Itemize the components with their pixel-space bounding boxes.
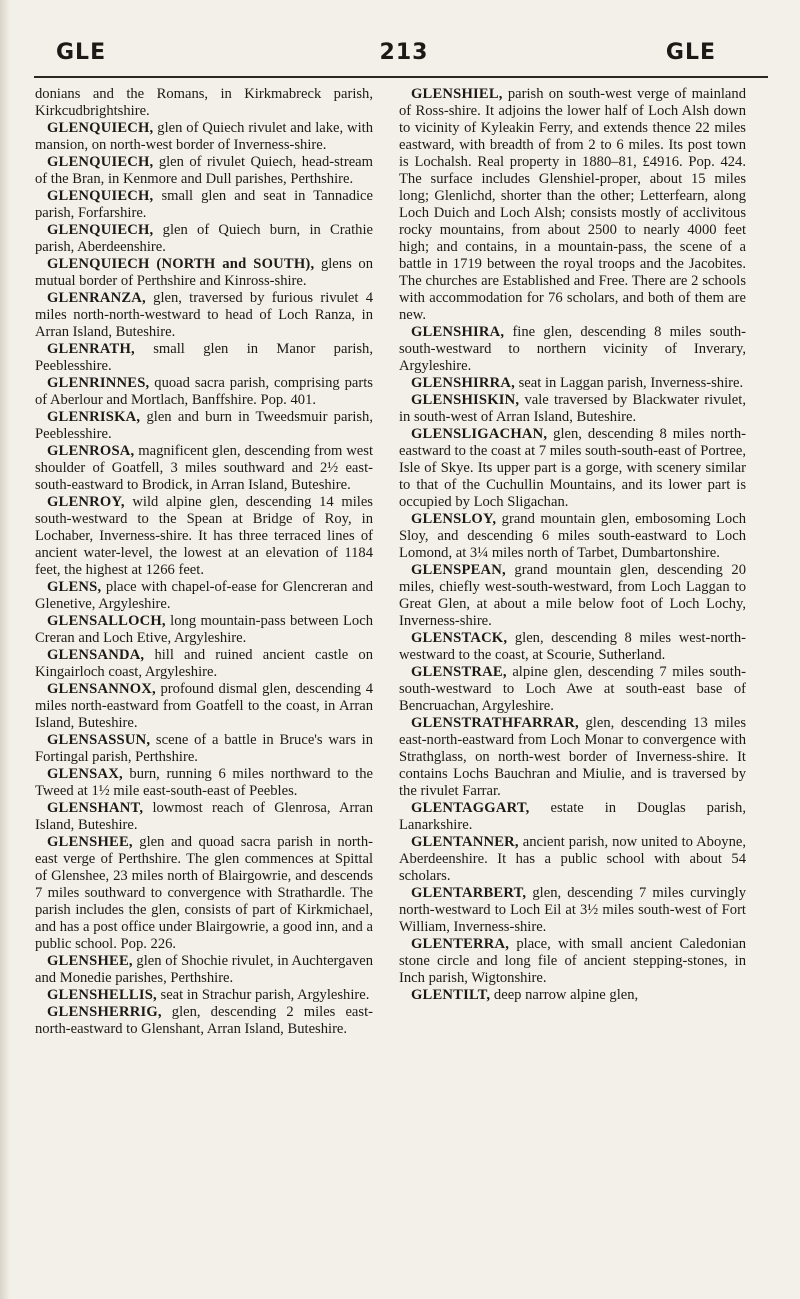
entry-text: vale traversed by Blackwater rivulet, in south-west of Arran Island, Buteshire. <box>399 392 746 425</box>
entry-text: quoad sacra parish, comprising parts of Aberlour and Mortlach, Banffshire. Pop. 401. <box>35 375 373 408</box>
gazetteer-entry <box>35 732 373 766</box>
gazetteer-entry <box>399 936 746 987</box>
gazetteer-entry <box>399 987 746 1004</box>
entry-text: glen, descending 13 miles east-north-eastward from Loch Monar to convergence with Strathglass, on north-west border of Inverness-shire. It contains Lochs Bauchran and Miulie, and is traversed by the rivulet Farrar. <box>399 715 746 799</box>
gazetteer-entry <box>35 256 373 290</box>
entry-headword: GLENQUIECH, <box>47 154 154 170</box>
running-header <box>38 40 770 76</box>
entry-headword: GLENSHIRRA, <box>411 375 515 391</box>
entry-headword: GLENSHEE, <box>47 834 133 850</box>
entry-headword: GLENSTRAE, <box>411 664 507 680</box>
entry-headword: GLENTANNER, <box>411 834 519 850</box>
entry-text: glen, traversed by furious rivulet 4 miles north-north-westward to head of Loch Ranza, in Arran Island, Buteshire. <box>35 290 373 340</box>
entry-headword: GLENSLOY, <box>411 511 497 527</box>
left-column <box>35 86 373 1038</box>
entry-text: grand mountain glen, descending 20 miles, chiefly west-south-westward, from Loch Laggan to Great Glen, at about a mile below foot of Loch Lochy, Inverness-shire. <box>399 562 746 629</box>
gazetteer-entry <box>35 953 373 987</box>
entry-text: glen of Quiech burn, in Crathie parish, Aberdeenshire. <box>35 222 373 255</box>
gazetteer-entry <box>399 86 746 324</box>
entry-text: alpine glen, descending 7 miles south-south-westward to Loch Awe at south-east base of Bencruachan, Argyleshire. <box>399 664 746 714</box>
entry-text: fine glen, descending 8 miles south-south-westward to northern vicinity of Inverary, Argyleshire. <box>399 324 746 374</box>
entry-headword: GLENQUIECH, <box>47 188 154 204</box>
entry-text: scene of a battle in Bruce's wars in Fortingal parish, Perthshire. <box>35 732 373 765</box>
entry-headword: GLENSANDA, <box>47 647 145 663</box>
entry-headword: GLENSALLOCH, <box>47 613 166 629</box>
entry-headword: GLENSHELLIS, <box>47 987 157 1003</box>
entry-text: place, with small ancient Caledonian stone circle and long file of ancient stepping-stones, in Inch parish, Wigtonshire. <box>399 936 746 986</box>
gazetteer-entry <box>35 154 373 188</box>
entry-headword: GLENSHANT, <box>47 800 144 816</box>
gazetteer-entry <box>399 800 746 834</box>
gazetteer-entry <box>35 86 373 120</box>
gazetteer-entry <box>35 188 373 222</box>
header-left-guide-word: GLE <box>56 40 107 65</box>
entry-headword: GLENTILT, <box>411 987 491 1003</box>
entry-headword: GLENSHEE, <box>47 953 133 969</box>
gazetteer-entry <box>399 885 746 936</box>
gazetteer-entry <box>399 715 746 800</box>
entry-headword: GLENQUIECH (NORTH and SOUTH), <box>47 256 315 272</box>
entry-headword: GLENSHISKIN, <box>411 392 520 408</box>
gazetteer-entry <box>399 511 746 562</box>
entry-headword: GLENSTRATHFARRAR, <box>411 715 579 731</box>
entry-headword: GLENRANZA, <box>47 290 146 306</box>
entry-text: profound dismal glen, descending 4 miles north-eastward from Goatfell to the coast, in Arran Island, Buteshire. <box>35 681 373 731</box>
entry-headword: GLENSAX, <box>47 766 123 782</box>
page-spine-shadow <box>0 0 10 1299</box>
entry-text: grand mountain glen, embosoming Loch Sloy, and descending 6 miles south-eastward to Loch Lomond, at 3¼ miles north of Tarbet, Dumbartonshire. <box>399 511 746 561</box>
gazetteer-entry <box>35 494 373 579</box>
gazetteer-entry <box>35 1004 373 1038</box>
gazetteer-entry <box>35 834 373 953</box>
entry-headword: GLENSPEAN, <box>411 562 506 578</box>
entry-text: magnificent glen, descending from west shoulder of Goatfell, 3 miles southward and 2½ east-south-eastward to Brodick, in Arran Island, Buteshire. <box>35 443 373 493</box>
entry-headword: GLENQUIECH, <box>47 120 154 136</box>
entry-text: glen of Shochie rivulet, in Auchtergaven and Monedie parishes, Perthshire. <box>35 953 373 986</box>
entry-text: long mountain-pass between Loch Creran and Loch Etive, Argyleshire. <box>35 613 373 646</box>
entry-headword: GLENSANNOX, <box>47 681 156 697</box>
entry-text: donians and the Romans, in Kirkmabreck parish, Kirkcudbrightshire. <box>35 86 373 119</box>
entry-text: glen and quoad sacra parish in north-east verge of Perthshire. The glen commences at Spittal of Glenshee, 23 miles north of Blairgowrie, and descends 7 miles southward to convergence with Strathardle. The parish includes the glen, consists of part of Kirkmichael, and has a post office under Blairgowrie, a good inn, and a public school. Pop. 226. <box>35 834 373 952</box>
gazetteer-entry <box>35 341 373 375</box>
gazetteer-entry <box>35 290 373 341</box>
entry-headword: GLENTAGGART, <box>411 800 530 816</box>
gazetteer-entry <box>399 664 746 715</box>
entry-headword: GLENSHIEL, <box>411 86 503 102</box>
gazetteer-entry <box>399 392 746 426</box>
gazetteer-entry <box>35 222 373 256</box>
entry-text: ancient parish, now united to Aboyne, Aberdeenshire. It has a public school with about 54 scholars. <box>399 834 746 884</box>
entry-text: seat in Strachur parish, Argyleshire. <box>156 987 370 1003</box>
gazetteer-entry <box>35 766 373 800</box>
entry-headword: GLENSASSUN, <box>47 732 151 748</box>
gazetteer-entry <box>399 834 746 885</box>
entry-text: glen, descending 8 miles north-eastward to the coast at 7 miles south-south-east of Portree, Isle of Skye. Its upper part is a gorge, with scenery similar to that of the Cuchullin Mountains, and its lower part is occupied by Loch Sligachan. <box>399 426 746 510</box>
entry-text: estate in Douglas parish, Lanarkshire. <box>399 800 746 833</box>
gazetteer-entry <box>35 579 373 613</box>
entry-headword: GLENRATH, <box>47 341 135 357</box>
gazetteer-entry <box>35 120 373 154</box>
entry-text: place with chapel-of-ease for Glencreran and Glenetive, Argyleshire. <box>35 579 373 612</box>
gazetteer-entry <box>399 426 746 511</box>
header-rule <box>34 76 768 78</box>
entry-text: lowmost reach of Glenrosa, Arran Island, Buteshire. <box>35 800 373 833</box>
gazetteer-entry <box>35 375 373 409</box>
gazetteer-entry <box>399 630 746 664</box>
entry-text: parish on south-west verge of mainland of Ross-shire. It adjoins the lower half of Loch Alsh down to vicinity of Kyleakin Ferry, and extends thence 22 miles eastward, with breadth of from 2 to 6 miles. Its post town is Lochalsh. Real property in 1880–81, £4916. Pop. 424. The surface includes Glenshiel-proper, about 15 miles long; Glenlichd, shorter than the other; Letterfearn, along Loch Duich and Loch Alsh; consists mostly of acclivitous rocky mountains, from about 2500 to nearly 4000 feet high; and contains, in a mountain-pass, the scene of a battle in 1719 between the royal troops and the Jacobites. The churches are Established and Free. There are 2 schools with accommodation for 76 scholars, and both of them are new. <box>399 86 746 323</box>
entry-headword: GLENTERRA, <box>411 936 510 952</box>
entry-headword: GLENQUIECH, <box>47 222 154 238</box>
gazetteer-entry <box>35 681 373 732</box>
entry-text: wild alpine glen, descending 14 miles south-westward to the Spean at Bridge of Roy, in Lochaber, Inverness-shire. It has three terraced lines of ancient water-level, the lowest at an elevation of 1184 feet, the highest at 1266 feet. <box>35 494 373 578</box>
entry-headword: GLENSHERRIG, <box>47 1004 162 1020</box>
entry-headword: GLENROY, <box>47 494 125 510</box>
entry-text: glen, descending 8 miles west-north-westward to the coast, at Scourie, Sutherland. <box>399 630 746 663</box>
gazetteer-entry <box>35 647 373 681</box>
entry-text: seat in Laggan parish, Inverness-shire. <box>514 375 744 391</box>
entry-headword: GLENSHIRA, <box>411 324 505 340</box>
entry-headword: GLENS, <box>47 579 102 595</box>
gazetteer-entry <box>35 800 373 834</box>
gazetteer-entry <box>35 443 373 494</box>
gazetteer-entry <box>399 324 746 375</box>
entry-text: glen, descending 2 miles east-north-eastward to Glenshant, Arran Island, Buteshire. <box>35 1004 373 1037</box>
entry-text: glen of Quiech rivulet and lake, with mansion, on north-west border of Inverness-shire. <box>35 120 373 153</box>
gazetteer-entry <box>35 987 373 1004</box>
entry-text: deep narrow alpine glen, <box>490 987 639 1003</box>
entry-headword: GLENRISKA, <box>47 409 141 425</box>
gazetteer-entry <box>35 409 373 443</box>
gazetteer-entry <box>399 562 746 630</box>
gazetteer-entry <box>399 375 746 392</box>
entry-text: glen, descending 7 miles curvingly north-westward to Loch Eil at 3½ miles south-west of Fort William, Inverness-shire. <box>399 885 746 935</box>
entry-headword: GLENSLIGACHAN, <box>411 426 548 442</box>
entry-text: burn, running 6 miles northward to the Tweed at 1½ mile east-south-east of Peebles. <box>35 766 373 799</box>
entry-headword: GLENROSA, <box>47 443 135 459</box>
entry-headword: GLENSTACK, <box>411 630 508 646</box>
entry-headword: GLENRINNES, <box>47 375 150 391</box>
header-right-guide-word: GLE <box>665 40 716 65</box>
entry-text: small glen in Manor parish, Peeblesshire. <box>35 341 373 374</box>
page-number: 213 <box>379 40 429 65</box>
right-column <box>399 86 746 1004</box>
entry-text: hill and ruined ancient castle on Kingairloch coast, Argyleshire. <box>35 647 373 680</box>
gazetteer-entry <box>35 613 373 647</box>
entry-text: glen and burn in Tweedsmuir parish, Peeblesshire. <box>35 409 373 442</box>
entry-text: small glen and seat in Tannadice parish, Forfarshire. <box>35 188 373 221</box>
entry-text: glen of rivulet Quiech, head-stream of the Bran, in Kenmore and Dull parishes, Perthshire. <box>35 154 373 187</box>
entry-headword: GLENTARBERT, <box>411 885 527 901</box>
entry-text: glens on mutual border of Perthshire and Kinross-shire. <box>35 256 373 289</box>
